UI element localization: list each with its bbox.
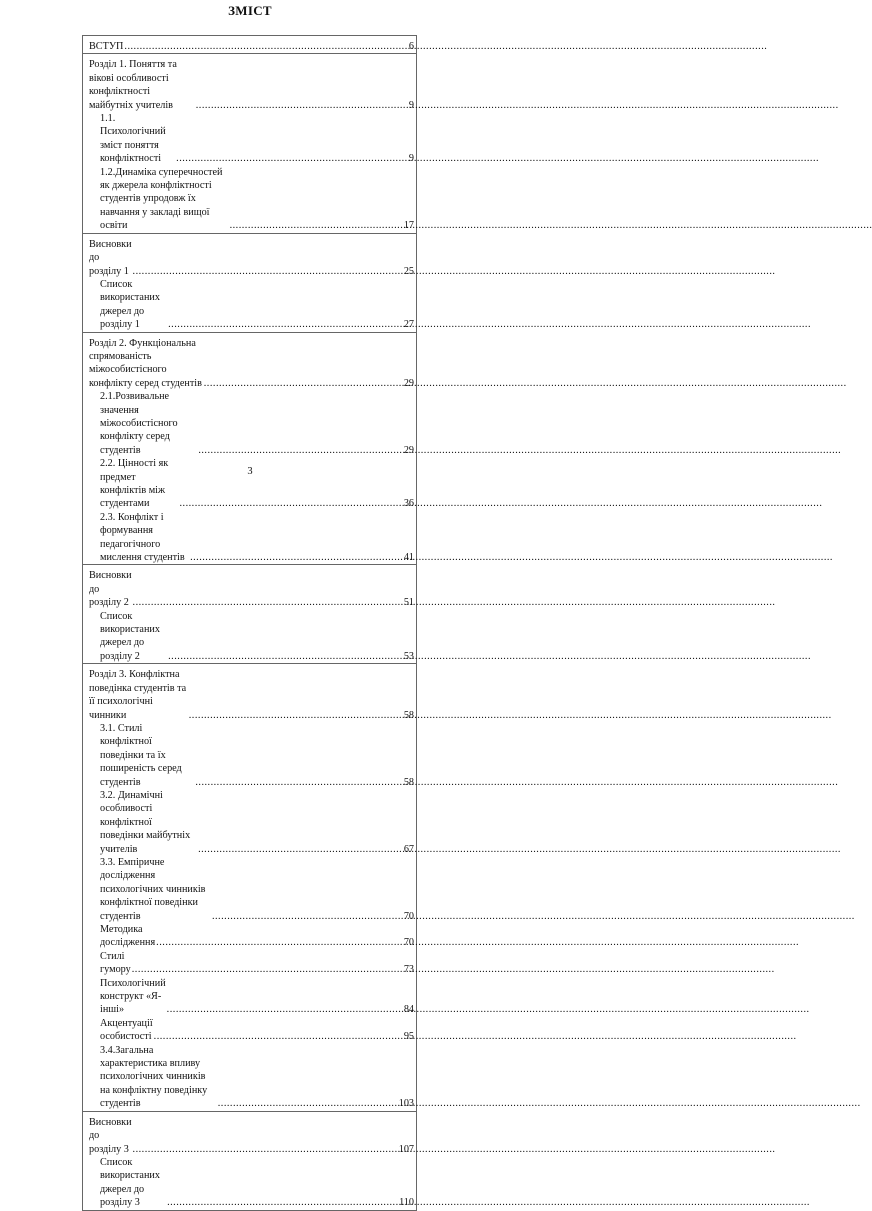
toc-leader-dots [204,377,403,390]
toc-leader-dots [132,963,403,976]
table-of-contents [82,35,417,1211]
toc-entry-title: 2.2. Цінності як предмет конфліктів між студентами [100,458,169,510]
toc-entry-title: ВСТУП [89,41,124,52]
toc-entry-page: 95 [403,1031,414,1043]
toc-leader-dots [167,1003,403,1016]
toc-entry[interactable] [83,668,416,722]
toc-section [82,564,417,663]
toc-entry[interactable] [83,1017,416,1044]
toc-entry-title: 2.1.Розвивальне значення міжособистісного конфлікту серед студентів [100,391,178,456]
toc-entry-title: Список використаних джерел до розділу 1 [100,278,160,331]
toc-entry-page: 103 [398,1098,414,1110]
toc-section [82,53,417,232]
toc-entry-title: 3.4.Загальна характеристика впливу психологічних чинників на конфліктну поведінку студентів [100,1044,208,1110]
toc-leader-dots [196,99,408,112]
toc-entry-page: 70 [403,910,414,922]
toc-leader-dots [124,40,408,53]
toc-entry-page: 17 [403,220,414,232]
toc-entry-title: Список використаних джерел до розділу 3 [100,1156,160,1209]
toc-entry[interactable] [83,166,416,233]
toc-leader-dots [133,265,403,278]
toc-entry-page: 29 [403,377,414,389]
toc-entry-page: 110 [399,1197,414,1209]
toc-entry[interactable] [83,569,416,609]
toc-entry-title: Методика дослідження [100,924,156,949]
toc-entry-title: 1.2.Динаміка суперечностей як джерела конфліктності студентів упродовж їх навчання у закладі вищої освіти [100,166,223,232]
toc-entry-page: 73 [403,964,414,976]
toc-leader-dots [198,444,402,457]
toc-entry[interactable] [83,1156,416,1210]
toc-section [82,233,417,332]
toc-entry[interactable] [83,58,416,112]
toc-entry[interactable] [83,856,416,923]
toc-entry-page: 58 [403,776,414,788]
toc-entry-title: Розділ 2. Функціональна спрямованість міжособистісного конфлікту серед студентів [89,337,202,389]
toc-entry-title: Акцентуації особистості [100,1017,153,1043]
toc-leader-dots [190,551,403,564]
toc-section [82,35,417,53]
toc-leader-dots [133,596,403,609]
toc-entry-title: Розділ 3. Конфліктна поведінка студентів та її психологічні чинники [89,669,187,721]
toc-entry[interactable] [83,950,416,977]
toc-leader-dots [195,776,402,789]
toc-entry[interactable] [83,238,416,278]
toc-entry[interactable] [83,923,416,950]
toc-entry-title: 3.1. Стилі конфліктної поведінки та їх поширеність серед студентів [100,722,182,788]
toc-entry[interactable] [83,40,416,53]
toc-leader-dots [154,1030,403,1043]
toc-entry-title: Висновки до розділу 2 [89,570,132,609]
toc-entry-page: 27 [403,319,414,331]
toc-entry[interactable] [83,112,416,166]
toc-leader-dots [176,152,408,165]
toc-entry-page: 70 [403,937,414,949]
toc-entry-title: Психологічний конструкт «Я-інші» [100,977,166,1016]
toc-entry[interactable] [83,1044,416,1111]
toc-entry[interactable] [83,1116,416,1156]
toc-entry-page: 9 [408,99,414,111]
page-title: ЗМІСТ [228,3,272,18]
toc-entry-page: 9 [408,153,414,165]
toc-entry-page: 25 [403,265,414,277]
toc-entry-page: 84 [403,1004,414,1016]
toc-entry[interactable] [83,278,416,332]
toc-entry-page: 6 [408,41,414,52]
toc-leader-dots [179,497,402,510]
toc-entry-page: 51 [403,597,414,609]
toc-leader-dots [167,1196,398,1209]
toc-entry[interactable] [83,977,416,1017]
toc-entry-page: 107 [398,1143,414,1155]
toc-entry[interactable] [83,511,416,565]
toc-leader-dots [218,1097,398,1110]
toc-leader-dots [189,709,403,722]
toc-leader-dots [133,1143,398,1156]
toc-leader-dots [230,219,403,232]
toc-entry-page: 67 [403,843,414,855]
toc-leader-dots [212,910,403,923]
toc-entry-title: Список використаних джерел до розділу 2 [100,610,160,662]
toc-section [82,332,417,565]
toc-entry-page: 53 [403,650,414,662]
toc-entry-title: 1.1. Психологічний зміст поняття конфліктності [100,113,166,165]
page-number: 3 [247,466,253,477]
toc-leader-dots [168,650,403,663]
toc-entry[interactable] [83,722,416,789]
toc-entry-page: 58 [403,709,414,721]
toc-entry-title: Стилі гумору [100,950,131,976]
toc-entry[interactable] [83,390,416,457]
toc-section [82,663,417,1110]
toc-entry-page: 41 [403,552,414,564]
toc-entry[interactable] [83,789,416,856]
toc-entry-page: 36 [403,498,414,510]
toc-entry-title: 2.3. Конфлікт і формування педагогічного мислення студентів [100,511,185,564]
toc-entry-title: Висновки до розділу 1 [89,238,132,277]
toc-entry-title: Висновки до розділу 3 [89,1116,132,1155]
toc-entry-title: 3.2. Динамічні особливості конфліктної поведінки майбутніх учителів [100,789,191,855]
toc-entry[interactable] [83,610,416,664]
toc-leader-dots [198,843,403,856]
toc-entry-title: Розділ 1. Поняття та вікові особливості конфліктності майбутніх учителів [89,59,177,111]
toc-leader-dots [168,318,403,331]
toc-section [82,1111,417,1211]
toc-leader-dots [156,936,403,949]
toc-entry[interactable] [83,337,416,391]
toc-entry-page: 29 [403,444,414,456]
toc-entry-title: 3.3. Емпіричне дослідження психологічних чинників конфліктної поведінки студентів [100,856,206,922]
